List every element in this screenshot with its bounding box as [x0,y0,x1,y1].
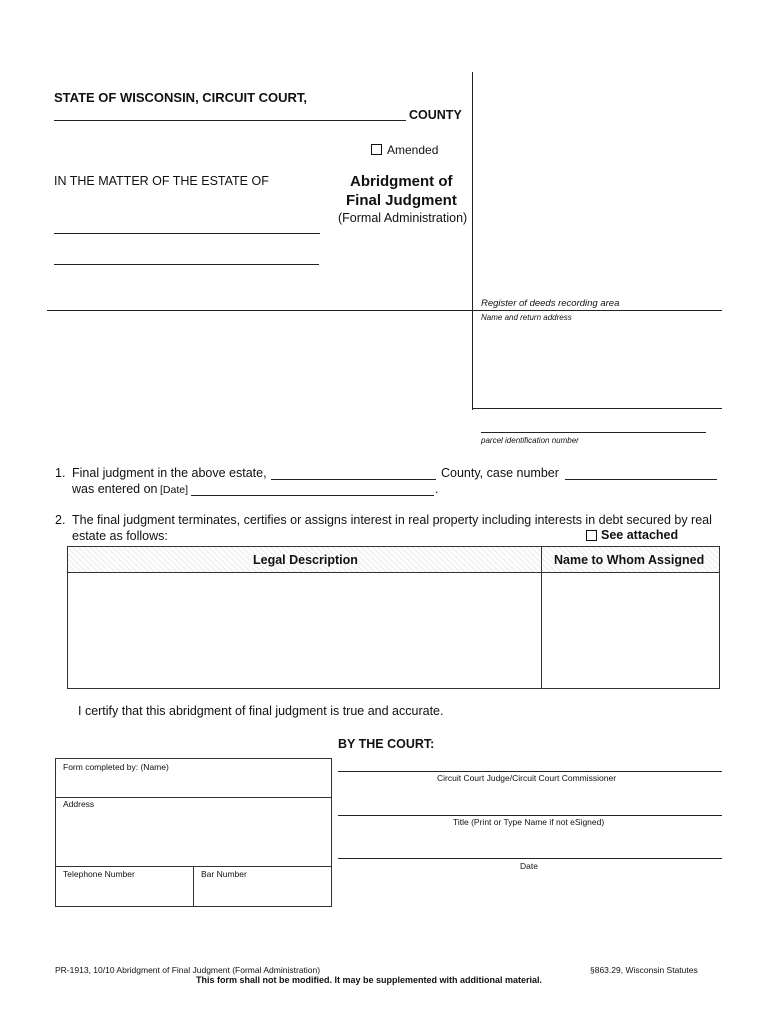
caption-divider [47,310,722,311]
county-label: COUNTY [409,108,462,122]
date-signature-line[interactable] [338,858,722,859]
amended-checkbox[interactable] [371,144,382,155]
judge-label: Circuit Court Judge/Circuit Court Commissioner [437,773,617,783]
recording-area-label: Register of deeds recording area [481,298,620,309]
see-attached-label: See attached [601,528,679,542]
completed-by-box [55,758,332,907]
completed-by-divider-1 [56,797,331,798]
name-assigned-cell[interactable] [542,573,719,688]
statute-reference: §863.29, Wisconsin Statutes [590,965,698,975]
header-divider [472,72,473,410]
amended-label: Amended [387,143,439,157]
item1-date-line[interactable] [191,495,434,496]
estate-name-line-1[interactable] [54,233,320,234]
court-heading: STATE OF WISCONSIN, CIRCUIT COURT, [54,90,308,105]
completed-by-bar-label: Bar Number [201,869,247,879]
item1-date-label: [Date] [160,484,189,496]
item1-text-c: was entered on [72,482,158,496]
title-label: Title (Print or Type Name if not eSigned) [453,817,605,827]
item1-text-a: Final judgment in the above estate, [72,466,267,480]
form-id: PR-1913, 10/10 Abridgment of Final Judgment (Formal Administration) [55,965,321,975]
form-subtitle: (Formal Administration) [338,211,468,225]
completed-by-name-label: Form completed by: (Name) [63,762,169,772]
item2-number: 2. [55,513,66,527]
by-the-court-label: BY THE COURT: [338,737,435,751]
modification-notice: This form shall not be modified. It may be supplemented with additional material. [196,975,543,985]
parcel-label: parcel identification number [481,436,579,445]
title-signature-line[interactable] [338,815,722,816]
form-title-line2: Final Judgment [346,192,457,209]
certification-statement: I certify that this abridgment of final judgment is true and accurate. [78,704,444,718]
legal-description-cell[interactable] [68,573,541,688]
recording-area-bottom [472,408,722,409]
item2-line1: The final judgment terminates, certifies or assigns interest in real property including interests in debt secured by real [72,513,712,527]
header-name-assigned: Name to Whom Assigned [554,553,705,567]
date-label: Date [520,861,538,871]
item1-number: 1. [55,466,66,480]
judge-signature-line[interactable] [338,771,722,772]
item1-period: . [435,482,439,496]
item1-case-number-line[interactable] [565,479,717,480]
completed-by-address-label: Address [63,799,95,809]
completed-by-divider-3 [193,866,194,906]
item1-county-line[interactable] [271,479,436,480]
form-title-line1: Abridgment of [350,173,453,190]
completed-by-phone-label: Telephone Number [63,869,135,879]
matter-label: IN THE MATTER OF THE ESTATE OF [54,174,269,188]
parcel-number-line[interactable] [481,432,706,433]
item2-line2: estate as follows: [72,529,168,543]
name-return-label: Name and return address [481,313,572,322]
see-attached-checkbox[interactable] [586,530,597,541]
item1-text-b: County, case number [441,466,559,480]
county-name-line[interactable] [54,120,406,121]
estate-name-line-2[interactable] [54,264,319,265]
header-legal-description: Legal Description [253,553,358,567]
legal-description-table [67,546,720,689]
